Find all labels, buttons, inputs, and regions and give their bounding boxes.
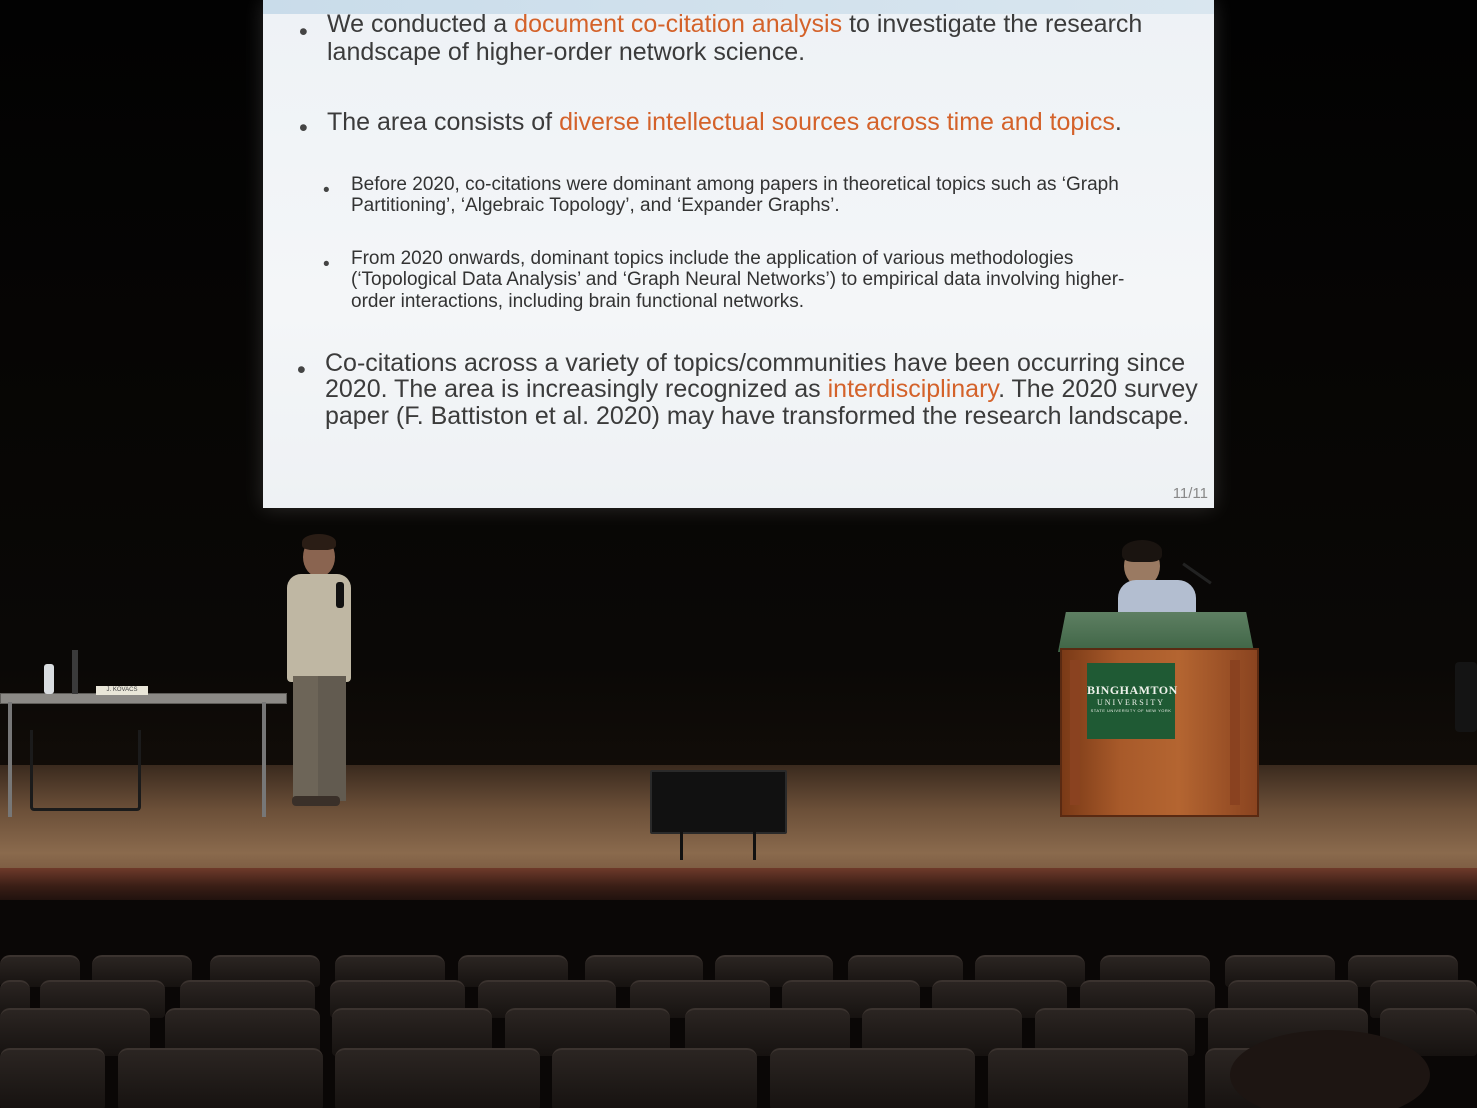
name-plate: J. KOVACS xyxy=(96,686,148,695)
podium-university-sign xyxy=(1087,663,1178,739)
bullet-marker: • xyxy=(323,254,330,275)
audience-seating xyxy=(0,900,1477,1108)
slide-bullet-2: The area consists of diverse intellectual sources across time and topics. xyxy=(327,108,1122,136)
podium-column xyxy=(1230,660,1240,805)
highlight-text: document co-citation analysis xyxy=(514,10,843,38)
bullet-marker: • xyxy=(297,356,306,384)
handheld-microphone xyxy=(336,582,344,608)
sign-tiny-text: STATE UNIVERSITY OF NEW YORK xyxy=(1090,708,1172,713)
podium-top xyxy=(1058,612,1254,652)
sign-sub-text: UNIVERSITY xyxy=(1097,698,1165,707)
slide-sub-bullet-2: From 2020 onwards, dominant topics include the application of various methodologies (‘Topological Data Analysis’ and ‘Graph Neural Networks’) to empirical data involving higher- order interactions, including brain functional networks. xyxy=(351,248,1125,312)
projection-screen xyxy=(263,0,1214,508)
bullet-marker: • xyxy=(299,18,308,46)
chair xyxy=(1455,662,1477,732)
highlight-text: interdisciplinary xyxy=(827,375,999,404)
podium-column xyxy=(1070,660,1080,805)
chair xyxy=(30,730,141,811)
table-leg xyxy=(262,702,266,817)
monitor-stand xyxy=(680,830,756,860)
bullet-marker: • xyxy=(323,180,330,201)
table-leg xyxy=(8,702,12,817)
water-bottle xyxy=(44,664,54,694)
slide-sub-bullet-1: Before 2020, co-citations were dominant among papers in theoretical topics such as ‘Graph Partitioning’, ‘Algebraic Topology’, and ‘Expander Graphs’. xyxy=(351,174,1119,217)
sign-main-text: BINGHAMTON xyxy=(1087,683,1178,697)
highlight-text: diverse intellectual sources across time and topics xyxy=(559,108,1115,136)
slide-bullet-3: Co-citations across a variety of topics/communities have been occurring since 2020. The area is increasingly recognized as interdisciplinary. The 2020 survey paper (F. Battiston et al. 2020) may have transformed the research landscape. xyxy=(325,349,1198,430)
bullet-marker: • xyxy=(299,114,308,142)
slide-bullet-1: We conducted a document co-citation analysis to investigate the research landscape of higher-order network science. xyxy=(327,10,1143,66)
stage-edge xyxy=(0,868,1477,904)
table-microphone xyxy=(72,650,78,694)
confidence-monitor xyxy=(650,770,787,834)
slide-page-number: 11/11 xyxy=(1172,485,1208,502)
